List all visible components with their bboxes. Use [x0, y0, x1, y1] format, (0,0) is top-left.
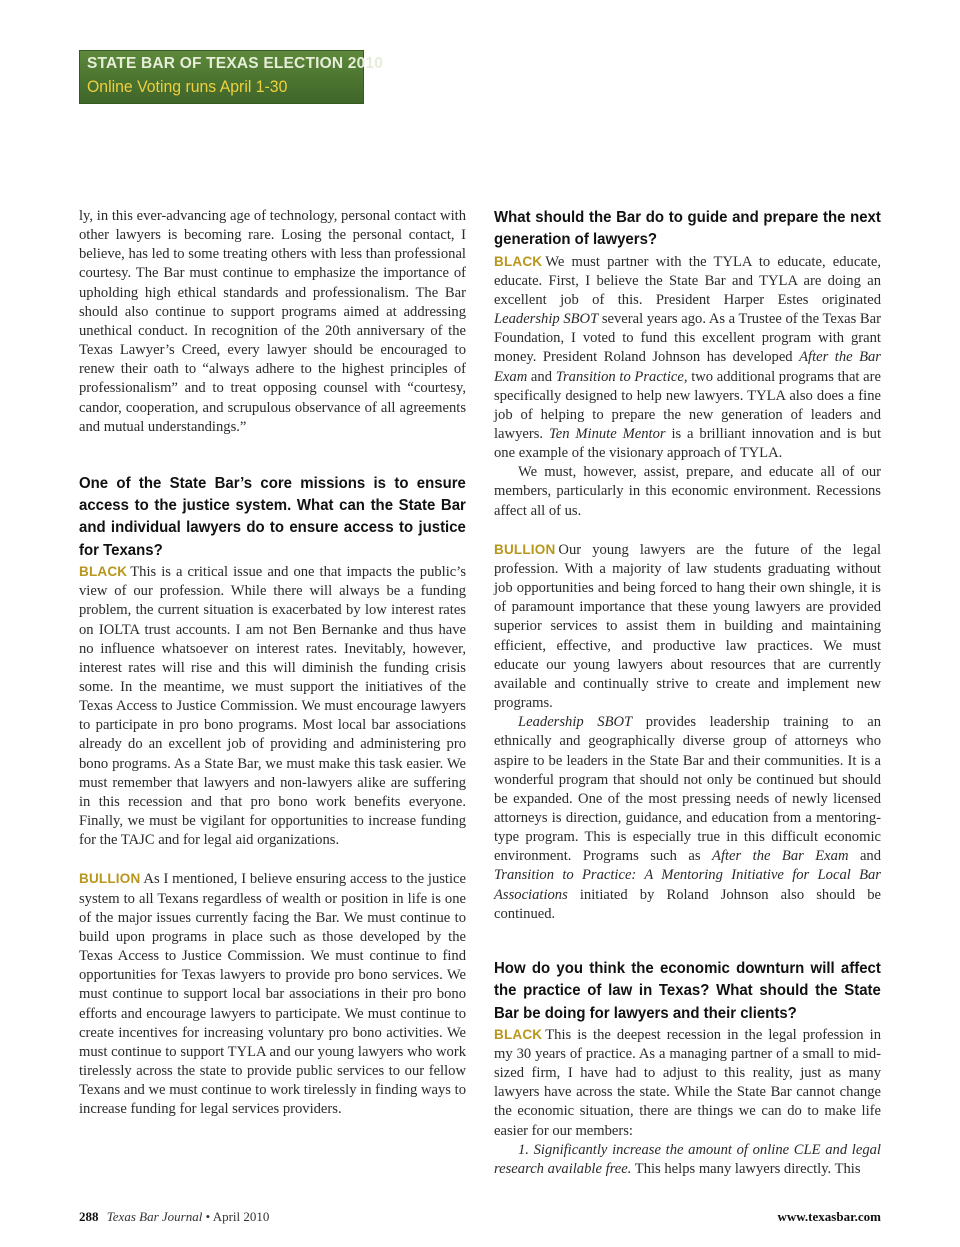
speaker-label-black: BLACK	[494, 253, 543, 269]
program-name: Leadership SBOT	[518, 714, 633, 731]
speaker-label-bullion: BULLION	[494, 541, 556, 557]
answer-black-economic-item1: 1. Significantly increase the amount of online CLE and legal research available free. This helps many lawyers directly. This	[494, 1141, 881, 1177]
speaker-label-black: BLACK	[79, 564, 128, 580]
answer-black-access	[79, 562, 466, 850]
footer-separator: •	[205, 1209, 211, 1224]
intro-paragraph: ly, in this ever-advancing age of technology, personal contact with other lawyers is becoming rare. Losing the personal contact, I believe, has led to some treating others with less than professional courtesy. The Bar must continue to emphasize the importance of upholding high ethical standards and professionalism. The Bar should also continue to support programs aimed at addressing unethical conduct. In recognition of the 20th anniversary of the Texas Lawyer’s Creed, every lawyer should be encouraged to renew their oath to “always adhere to the highest principles of professionalism” and to treat opposing counsel with “courtesy, candor, cooperation, and scrupulous observance of all agreements and mutual understandings.”	[79, 208, 466, 435]
answer-text: This is a critical issue and one that impacts the public’s view of our profession. While there will always be a funding problem, the current situation is exacerbated by low interest rates on IOLTA trust accounts. I am not Ben Bernanke and thus have no influence whatsoever on interest rates. Inevitably, however, interest rates will rise and this will diminish the funding crisis some. In the meantime, we must support the initiatives of the Texas Access to Justice Commission. We must encourage lawyers to participate in pro bono programs. Most local bar associations already do an excellent job of providing and administering pro bono programs. As a State Bar, we must make this task easier. We must remember that lawyers and non-lawyers alike are suffering in this recession and that pro bono work benefits everyone. Finally, we must be vigilant for opportunities to increase funding for the TAJC and for legal aid organizations.	[79, 564, 466, 849]
question-next-generation: What should the Bar do to guide and prepare the next generation of lawyers?	[494, 209, 881, 249]
question-economic-downturn: How do you think the economic downturn will affect the practice of law in Texas? What should the State Bar be doing for lawyers and their clients?	[494, 959, 881, 1022]
answer-bullion-next-generation-cont: Leadership SBOT provides leadership training to an ethnically and geographically diverse group of attorneys who aspire to be leaders in the State Bar and their communities. It is a wonderful program that should not only be continued but should be expanded. One of the most pressing needs of newly licensed attorneys is direction, guidance, and education from a mentoring-type program. This is especially true in this difficult economic environment. Programs such as After the Bar Exam and Transition to Practice: A Mentoring Initiative for Local Bar Associations initiated by Roland Johnson also should be continued.	[494, 714, 882, 922]
program-name: Transition to Practice	[555, 368, 684, 385]
banner-title: STATE BAR OF TEXAS ELECTION 2010	[87, 55, 384, 72]
page-number: 288	[79, 1209, 99, 1224]
program-name: Transition to Practice: A Mentoring Initiative for Local Bar Associations	[494, 867, 881, 903]
answer-bullion-access	[79, 869, 466, 1119]
website-url: www.texasbar.com	[777, 1209, 881, 1224]
question-access-to-justice: One of the State Bar’s core missions is to ensure access to the justice system. What can the State Bar and individual lawyers do to ensure access to justice for Texans?	[79, 474, 466, 559]
program-name: Leadership SBOT	[494, 311, 599, 328]
right-column	[494, 207, 881, 1179]
speaker-label-black: BLACK	[494, 1026, 543, 1042]
page-footer-left	[79, 1209, 269, 1225]
answer-black-next-generation-cont: We must, however, assist, prepare, and educate all of our members, particularly in this economic environment. Recessions affect all of us.	[494, 464, 881, 519]
election-banner	[79, 50, 384, 104]
answer-text: As I mentioned, I believe ensuring access to the justice system to all Texans regardless of wealth or position in life is one of the major issues currently facing the Bar. We must continue to build upon programs in place such as those developed by the Texas Access to Justice Commission. We must continue to find opportunities for Texas lawyers to provide pro bono services. We must continue to support local bar associations in their pro bono efforts and encourage lawyers to participate. We must continue to create incentives for increasing voluntary pro bono activities. We must continue to support TYLA and our young lawyers who work tirelessly across the state to provide public services to our fellow Texans and we must continue to work tirelessly in finding ways to increase funding for legal services providers.	[79, 871, 466, 1118]
journal-name: Texas Bar Journal	[106, 1209, 203, 1224]
speaker-label-bullion: BULLION	[79, 871, 141, 887]
program-name: After the Bar Exam	[494, 349, 881, 385]
left-column	[79, 207, 466, 1119]
program-name: Ten Minute Mentor	[548, 426, 666, 442]
answer-bullion-next-generation: BULLION Our young lawyers are the future of the legal profession. With a majority of law students graduating without job opportunities and being forced to hang their own shingle, it is of paramount importance that these young lawyers are provided superior services to assist them in building and maintaining efficient, effective, and productive law practices. We must educate our young lawyers about resources that are currently available and continually strive to create and implement new programs.	[494, 541, 881, 712]
banner-subtitle: Online Voting runs April 1-30	[87, 77, 288, 96]
answer-black-economic: BLACK This is the deepest recession in the legal profession in my 30 years of practice. As a managing partner of a small to mid-sized firm, I have had to adjust to this reality, just as many lawyers have across the state. While the State Bar cannot change the economic situation, there are things we can do to make life easier for our members:	[494, 1026, 881, 1139]
answer-black-next-generation: BLACK We must partner with the TYLA to educate, educate, educate. First, I believe the State Bar and TYLA are doing an excellent job of this. President Harper Estes originated Leadership SBOT several years ago. As a Trustee of the Texas Bar Foundation, I voted to fund this excellent program with grant money. President Roland Johnson has developed After the Bar Exam and Transition to Practice, two additional programs that are specifically designed to help new lawyers. TYLA also does a fine job of helping to prepare the new generation of leaders and lawyers. Ten Minute Mentor is a brilliant innovation and is but one example of the visionary approach of TYLA.	[494, 253, 882, 462]
program-name: After the Bar Exam	[712, 848, 849, 865]
issue-date: April 2010	[212, 1209, 270, 1224]
